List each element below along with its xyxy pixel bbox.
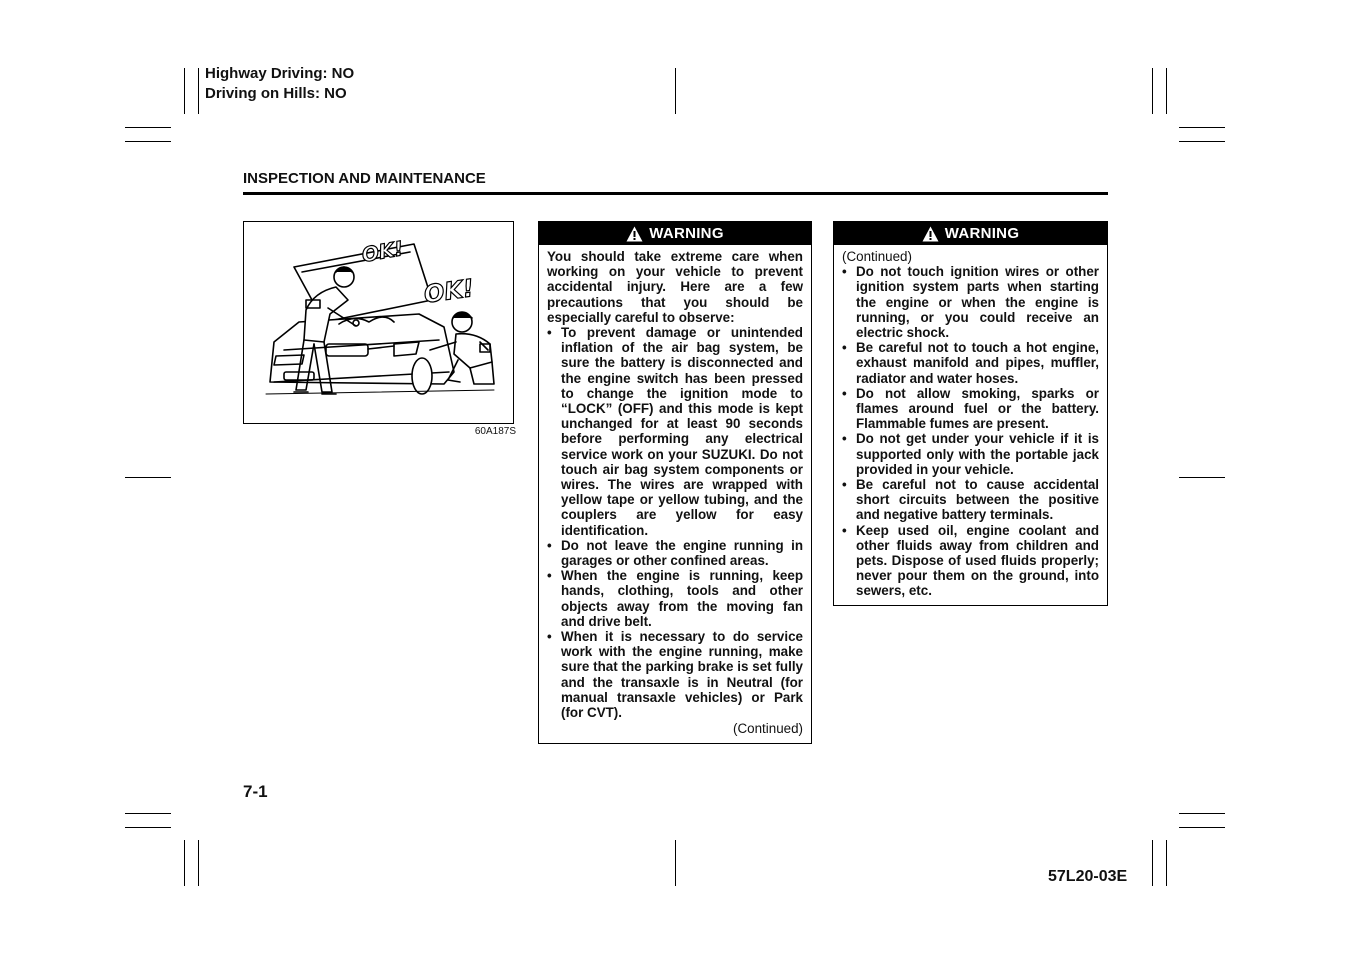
list-item: • Do not leave the engine running in garages or other confined areas. xyxy=(547,538,803,568)
list-item: • Be careful not to touch a hot engine, exhaust manifold and pipes, muffler, radiator and water hoses. xyxy=(842,340,1099,386)
warning-title: WARNING xyxy=(944,225,1020,242)
list-item: • Keep used oil, engine coolant and other fluids away from children and pets. Dispose of used fluids properly; never pour them on the ground, into sewers, etc. xyxy=(842,523,1099,599)
section-title: INSPECTION AND MAINTENANCE xyxy=(243,170,486,187)
document-code: 57L20-03E xyxy=(1048,868,1128,885)
warning-triangle-icon xyxy=(922,226,939,242)
section-divider xyxy=(243,192,1108,195)
list-item: • When the engine is running, keep hands, clothing, tools and other objects away from the moving fan and drive belt. xyxy=(547,568,803,629)
header-note xyxy=(205,64,354,104)
figure-code: 60A187S xyxy=(474,426,516,437)
list-item: • Do not get under your vehicle if it is supported only with the portable jack provided in your vehicle. xyxy=(842,431,1099,477)
warning-triangle-icon xyxy=(626,226,643,242)
continued-label: (Continued) xyxy=(733,721,803,737)
page-number: 7-1 xyxy=(243,782,268,801)
list-item: • To prevent damage or unintended inflation of the air bag system, be sure the battery is disconnected and the engine switch has been pressed to change the ignition mode to “LOCK” (OFF) and this mode is kept unchanged for at least 90 seconds before performing any electrical service work on your SUZUKI. Do not touch air bag system components or wires. The wires are wrapped with yellow tape or yellow tubing, and the couplers are yellow for easy identification. xyxy=(547,325,803,538)
continued-label: (Continued) xyxy=(842,249,912,264)
warning-box-continued xyxy=(833,221,1108,606)
precaution-list xyxy=(547,325,803,720)
list-item: • When it is necessary to do service work with the engine running, make sure that the parking brake is set fully and the transaxle is in Neutral (for manual transaxle vehicles) or Park (for CVT). xyxy=(547,629,803,720)
list-item: • Do not allow smoking, sparks or flames around fuel or the battery. Flammable fumes are present. xyxy=(842,386,1099,432)
list-item: • Do not touch ignition wires or other ignition system parts when starting the engine or when the engine is running, or you could receive an electric shock. xyxy=(842,264,1099,340)
warning-header xyxy=(834,222,1107,245)
highway-driving-note: Highway Driving: NO xyxy=(205,65,355,82)
ok-callout-1: OK! xyxy=(359,236,406,267)
warning-title: WARNING xyxy=(649,225,724,242)
warning-header xyxy=(539,222,811,245)
mechanics-working-on-car-illustration xyxy=(244,222,514,424)
hill-driving-note: Driving on Hills: NO xyxy=(205,85,347,102)
warning-intro: You should take extreme care when working on your vehicle to prevent accidental injury. Here are a few precautions that you should be especially careful to observe: xyxy=(547,249,803,325)
precaution-list xyxy=(842,264,1099,598)
ok-callout-2: OK! xyxy=(422,273,476,309)
warning-box-precautions xyxy=(538,221,812,744)
maintenance-illustration xyxy=(243,221,514,424)
list-item: • Be careful not to cause accidental short circuits between the positive and negative battery terminals. xyxy=(842,477,1099,523)
